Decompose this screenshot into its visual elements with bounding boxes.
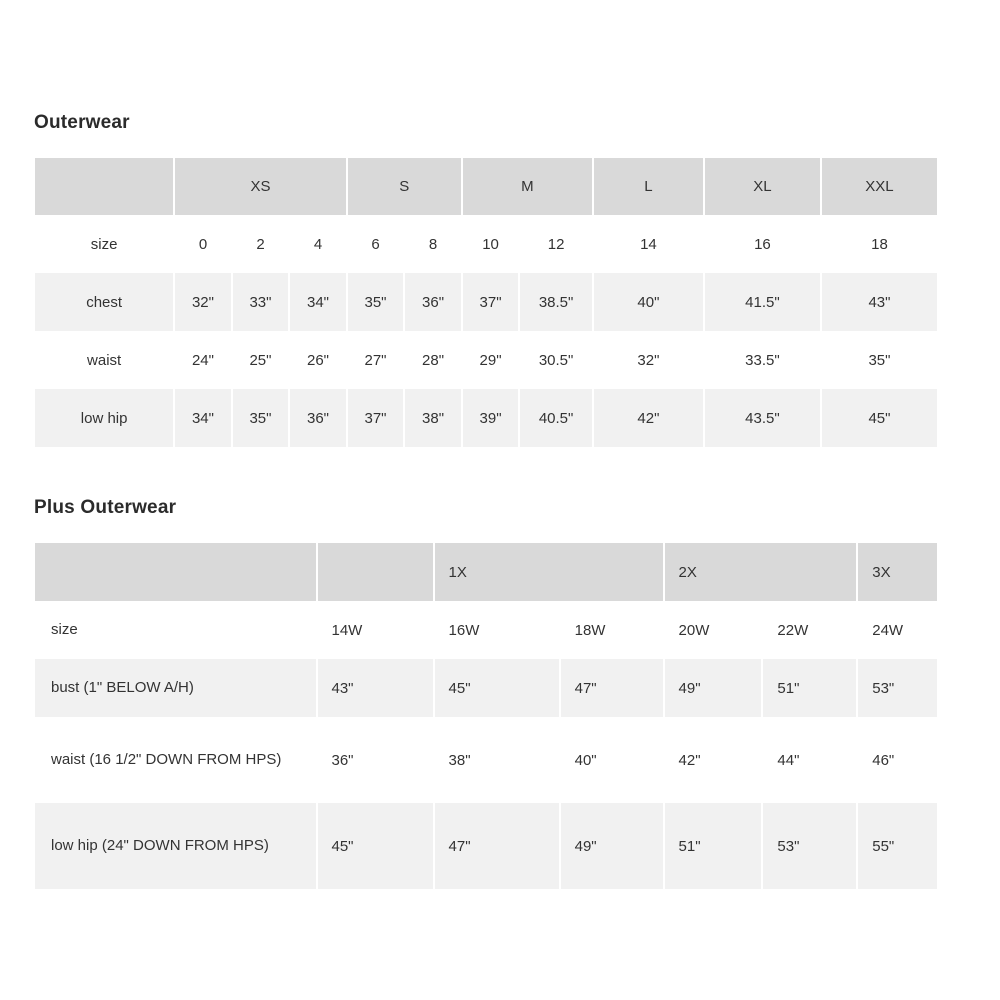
table-cell: 35" [868,351,891,369]
header-corner [35,158,173,215]
table-cell: 38" [405,389,461,447]
row-label: size [51,621,78,638]
table-cell: 32" [637,351,660,369]
group-header: 2X [665,543,857,601]
table-cell: 33.5" [745,351,780,369]
row-label: bust (1" BELOW A/H) [35,659,316,717]
table-cell: 29" [479,351,502,369]
table-cell: 35" [233,389,289,447]
table-cell: 0 [198,235,208,253]
table-cell: 43.5" [705,389,820,447]
table-cell: 45" [435,659,559,717]
table-row [35,331,937,389]
table-cell: 14 [640,235,657,253]
table-cell: 47" [435,803,559,889]
outerwear-title: Outerwear [34,112,130,133]
table-cell: 30.5" [538,351,574,369]
row-label: size [90,235,118,253]
table-cell: 41.5" [705,273,820,331]
table-cell: 34" [290,273,346,331]
table-cell: 10 [482,235,499,253]
table-cell: 36" [331,751,354,769]
plus-outerwear-title: Plus Outerwear [34,497,177,518]
group-header: XL [705,158,820,215]
group-header: 3X [858,543,937,601]
row-label: chest [35,273,173,331]
table-cell: 51" [763,659,856,717]
table-cell: 43" [318,659,433,717]
outerwear-size-table [33,158,939,447]
table-row [35,273,937,331]
table-cell: 55" [858,803,937,889]
table-cell: 36" [290,389,346,447]
table-cell: 16 [754,235,771,253]
table-cell: 22W [777,621,809,639]
table-cell: 24" [191,351,214,369]
group-header: L [594,158,703,215]
table-cell: 26" [306,351,329,369]
table-cell: 33" [233,273,289,331]
table-cell: 14W [331,621,363,639]
table-cell: 53" [763,803,856,889]
table-cell: 38.5" [520,273,592,331]
table-cell: 28" [422,351,445,369]
table-row [35,717,937,803]
group-header: 1X [435,543,663,601]
table-cell: 38" [448,751,471,769]
table-cell: 47" [561,659,663,717]
table-cell: 12 [547,235,565,253]
table-row [35,803,937,889]
table-cell: 8 [428,235,438,253]
row-label: waist (16 1/2" DOWN FROM HPS) [51,751,282,768]
plus-header-row [35,543,937,601]
table-cell: 16W [448,621,480,639]
table-cell: 25" [249,351,272,369]
table-row [35,389,937,447]
table-cell: 49" [665,659,762,717]
table-cell: 46" [872,751,895,769]
table-cell: 45" [822,389,937,447]
table-cell: 53" [858,659,937,717]
table-cell: 42" [594,389,703,447]
table-cell: 24W [872,621,904,639]
table-cell: 44" [777,751,800,769]
group-header: S [348,158,461,215]
row-label: low hip [35,389,173,447]
table-cell: 20W [678,621,710,639]
row-label: low hip (24" DOWN FROM HPS) [35,803,316,889]
table-cell: 39" [463,389,519,447]
table-cell: 37" [348,389,404,447]
table-cell: 4 [313,235,323,253]
table-cell: 43" [822,273,937,331]
table-cell: 37" [463,273,519,331]
plus-outerwear-size-table [33,543,939,889]
header-corner [35,543,316,601]
table-row [35,659,937,717]
table-cell: 18W [574,621,606,639]
outerwear-header-row [35,158,937,215]
table-cell: 45" [318,803,433,889]
group-header: M [463,158,592,215]
table-cell: 51" [665,803,762,889]
table-cell: 27" [364,351,387,369]
table-cell: 40.5" [520,389,592,447]
table-row [35,601,937,659]
table-cell: 35" [348,273,404,331]
table-row [35,215,937,273]
table-cell: 40" [594,273,703,331]
table-cell: 36" [405,273,461,331]
table-cell: 42" [678,751,701,769]
table-cell: 18 [871,235,888,253]
group-header [318,543,433,601]
group-header: XXL [822,158,937,215]
table-cell: 34" [175,389,231,447]
row-label: waist [87,351,122,369]
table-cell: 32" [175,273,231,331]
table-cell: 40" [574,751,597,769]
group-header: XS [175,158,346,215]
table-cell: 49" [561,803,663,889]
table-cell: 6 [371,235,380,253]
table-cell: 2 [256,235,265,253]
